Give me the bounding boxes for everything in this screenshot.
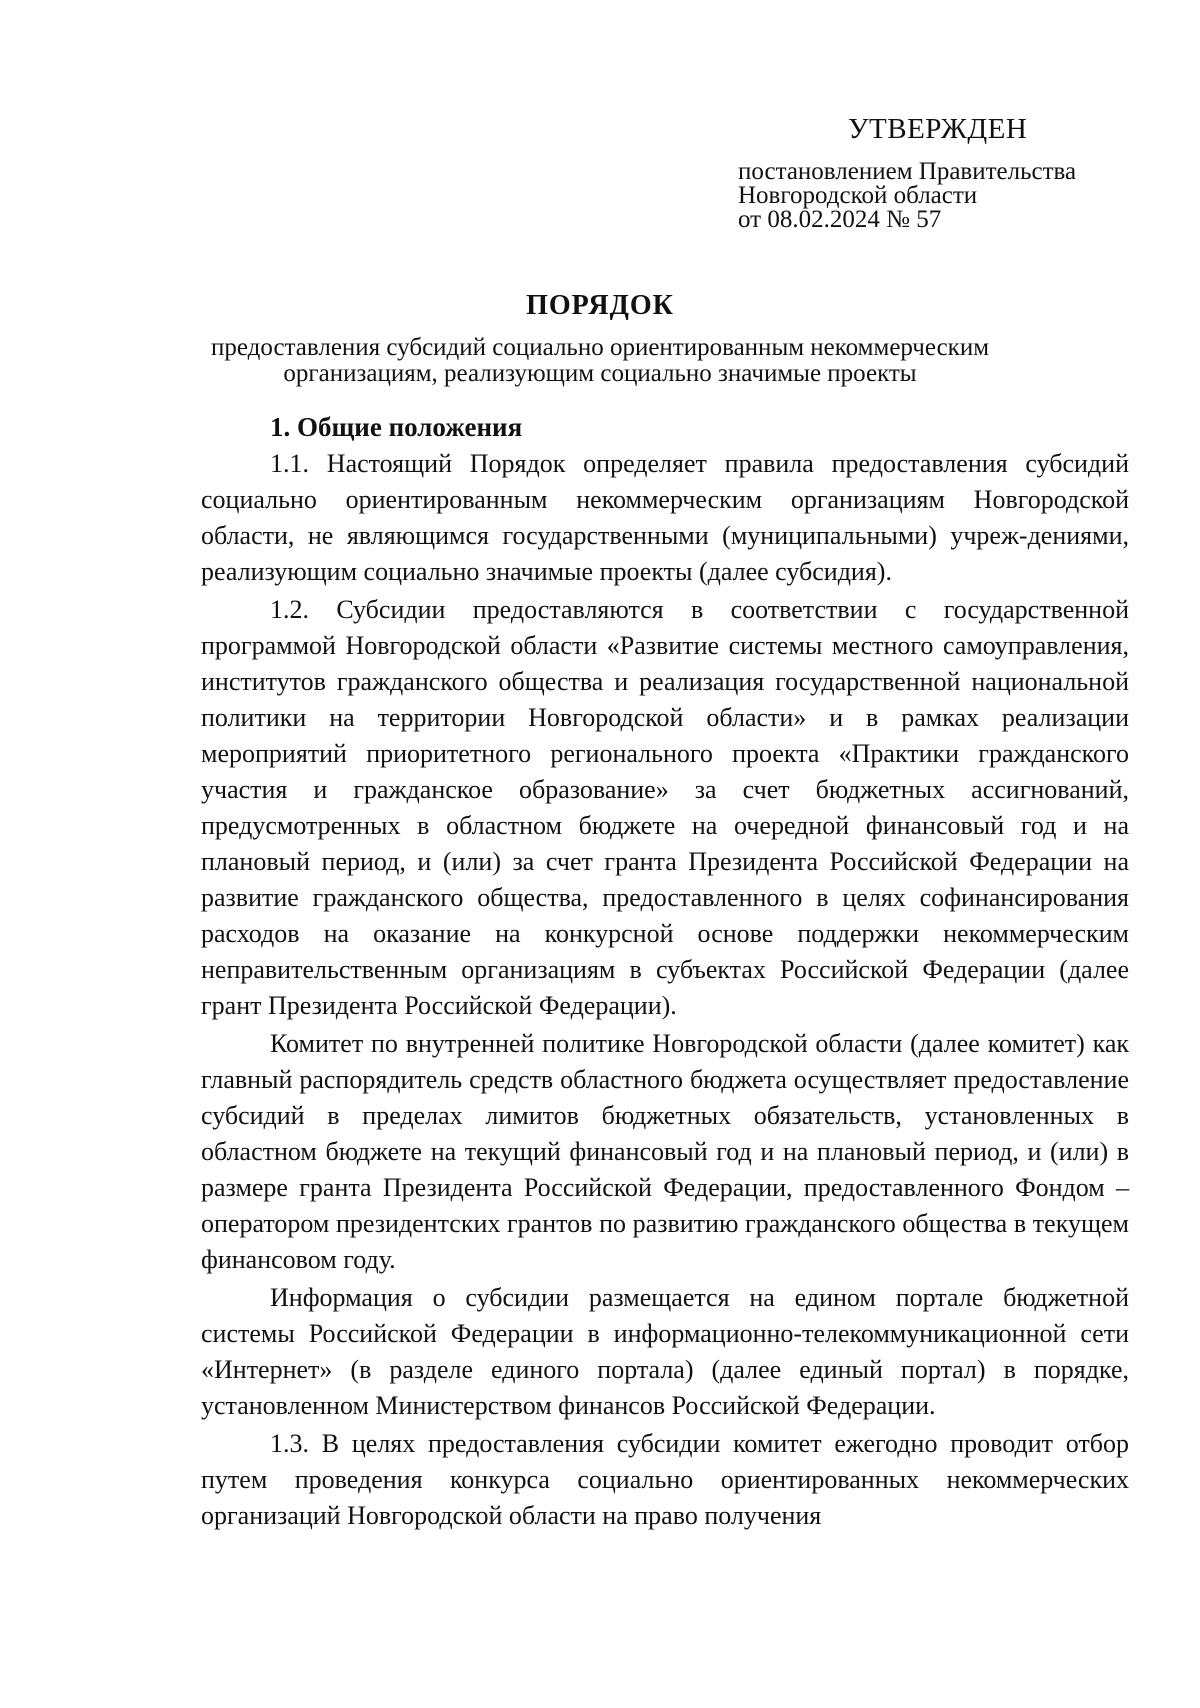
document-title: ПОРЯДОК bbox=[526, 290, 674, 321]
approval-line: Новгородской области bbox=[738, 182, 978, 209]
paragraph: Информация о субсидии размещается на едином портале бюджетной системы Российской Федерации в информационно-телекоммуникационной сети «Интернет» (в разделе единого портала) (далее единый портал) в порядке, установленном Министерством финансов Российской Федерации. bbox=[201, 1283, 1129, 1420]
document-subtitle bbox=[180, 335, 1020, 387]
approval-line: от 08.02.2024 № 57 bbox=[738, 206, 942, 233]
paragraph: 1.3. В целях предоставления субсидии комитет ежегодно проводит отбор путем проведения конкурса социально ориентированных некоммерческих организаций Новгородской области на право получения bbox=[201, 1429, 1129, 1530]
approval-line: постановлением Правительства bbox=[738, 158, 1077, 185]
section-body bbox=[201, 446, 1129, 1536]
paragraph: 1.1. Настоящий Порядок определяет правила предоставления субсидий социально ориентированным некоммерческим организациям Новгородской области, не являющимся государственными (муниципальными) учреж-дениями, реализующим социально значимые проекты (далее субсидия). bbox=[201, 449, 1129, 586]
section-heading: 1. Общие положения bbox=[270, 412, 523, 442]
paragraph: 1.2. Субсидии предоставляются в соответствии с государственной программой Новгородской области «Развитие системы местного самоуправления, институтов гражданского общества и реализация государственной национальной политики на территории Новгородской области» и в рамках реализации мероприятий приоритетного регионального проекта «Практики гражданского участия и гражданское образование» за счет бюджетных ассигнований, предусмотренных в областном бюджете на очередной финансовый год и на плановый период, и (или) за счет гранта Президента Российской Федерации на развитие гражданского общества, предоставленного в целях софинансирования расходов на оказание на конкурсной основе поддержки некоммерческим неправительственным организациям в субъектах Российской Федерации (далее грант Президента Российской Федерации). bbox=[201, 595, 1129, 1020]
subtitle-line: организациям, реализующим социально значимые проекты bbox=[283, 360, 917, 387]
subtitle-line: предоставления субсидий социально ориентированным некоммерческим bbox=[210, 334, 990, 361]
approval-title: УТВЕРЖДЕН bbox=[848, 113, 1028, 145]
paragraph: Комитет по внутренней политике Новгородской области (далее комитет) как главный распорядитель средств областного бюджета осуществляет предоставление субсидий в пределах лимитов бюджетных обязательств, установленных в областном бюджете на текущий финансовый год и на плановый период, и (или) в размере гранта Президента Российской Федерации, предоставленного Фондом – оператором президентских грантов по развитию гражданского общества в текущем финансовом году. bbox=[201, 1029, 1129, 1274]
approval-stamp bbox=[738, 112, 1158, 232]
